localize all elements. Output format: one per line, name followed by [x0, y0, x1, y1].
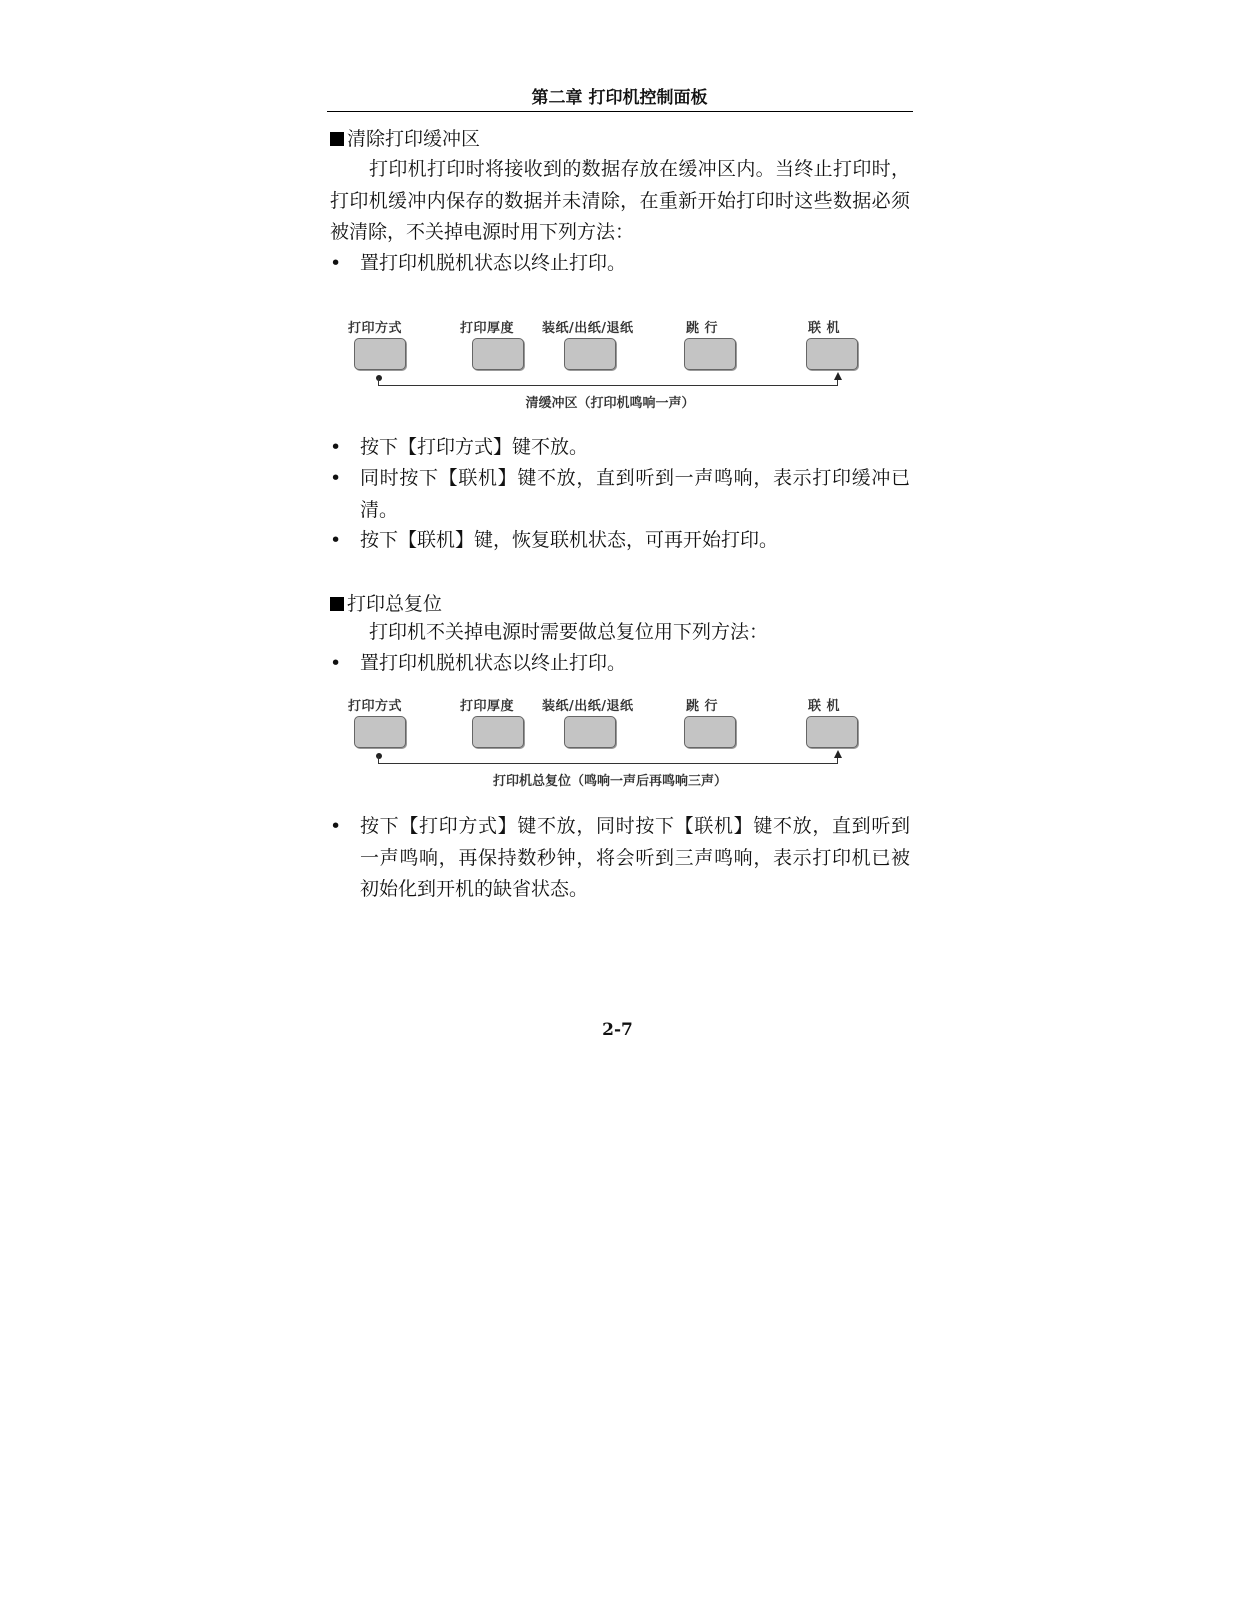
key-label-load-eject: 装纸/出纸/退纸 [542, 321, 634, 336]
bullet-item [330, 248, 910, 280]
square-bullet-icon [330, 597, 344, 611]
line-feed-key [684, 716, 736, 748]
section-heading-text: 打印总复位 [347, 593, 443, 615]
bullet-text: 按下【联机】键，恢复联机状态，可再开始打印。 [360, 529, 779, 551]
key-label-line-feed: 跳 行 [686, 699, 719, 714]
key-label-online: 联 机 [808, 699, 841, 714]
connector-dot [376, 375, 382, 381]
bullet-text: 置打印机脱机状态以终止打印。 [360, 252, 627, 274]
bullet-text: 同时按下【联机】键不放，直到听到一声鸣响，表示打印缓冲已清。 [360, 467, 910, 521]
bullet-text: 按下【打印方式】键不放。 [360, 436, 589, 458]
online-key [806, 716, 858, 748]
paragraph-clear-buffer: 打印机打印时将接收到的数据存放在缓冲区内。当终止打印时，打印机缓冲内保存的数据并未清除，在重新开始打印时这些数据必须被清除，不关掉电源时用下列方法： [330, 158, 910, 243]
print-thickness-key [472, 716, 524, 748]
bullet-dot: • [330, 529, 342, 551]
section-heading-master-reset [330, 591, 442, 617]
bullet-dot: • [330, 652, 342, 674]
control-panel-diagram-reset [330, 694, 890, 814]
bullet-text: 置打印机脱机状态以终止打印。 [360, 652, 627, 674]
bullet-item [330, 432, 910, 464]
connector-line [378, 378, 379, 385]
paragraph-master-reset: 打印机不关掉电源时需要做总复位用下列方法： [369, 621, 769, 643]
connector-dot [376, 753, 382, 759]
bullet-item [330, 463, 910, 526]
square-bullet-icon [330, 132, 344, 146]
key-label-print-mode: 打印方式 [348, 321, 403, 336]
connector-line [837, 379, 838, 386]
section-heading-clear-buffer [330, 126, 480, 152]
page-number: 2-7 [602, 1020, 633, 1040]
bullet-dot: • [330, 467, 342, 489]
load-eject-key [564, 716, 616, 748]
bullet-item [330, 525, 910, 557]
print-mode-key [354, 338, 406, 370]
key-label-online: 联 机 [808, 321, 841, 336]
print-thickness-key [472, 338, 524, 370]
line-feed-key [684, 338, 736, 370]
load-eject-key [564, 338, 616, 370]
panel-caption: 清缓冲区（打印机鸣响一声） [525, 396, 695, 411]
connector-line [837, 757, 838, 764]
print-mode-key [354, 716, 406, 748]
key-label-print-thickness: 打印厚度 [460, 321, 515, 336]
header-rule [327, 111, 913, 112]
connector-line [378, 763, 838, 764]
key-label-print-mode: 打印方式 [348, 699, 403, 714]
bullet-text: 按下【打印方式】键不放，同时按下【联机】键不放，直到听到一声鸣响，再保持数秒钟，将会听到三声鸣响，表示打印机已被初始化到开机的缺省状态。 [360, 815, 910, 900]
key-label-line-feed: 跳 行 [686, 321, 719, 336]
arrow-up-icon [834, 372, 842, 380]
online-key [806, 338, 858, 370]
bullet-dot: • [330, 436, 342, 458]
bullet-dot: • [330, 815, 342, 837]
bullet-dot: • [330, 252, 342, 274]
key-label-print-thickness: 打印厚度 [460, 699, 515, 714]
connector-line [378, 385, 838, 386]
arrow-up-icon [834, 750, 842, 758]
chapter-header: 第二章 打印机控制面板 [531, 88, 708, 108]
bullet-item [330, 811, 910, 906]
key-label-load-eject: 装纸/出纸/退纸 [542, 699, 634, 714]
section-heading-text: 清除打印缓冲区 [347, 128, 481, 150]
bullet-item [330, 648, 910, 680]
control-panel-diagram-clear [330, 316, 890, 436]
connector-line [378, 756, 379, 763]
panel-caption: 打印机总复位（鸣响一声后再鸣响三声） [492, 774, 727, 789]
